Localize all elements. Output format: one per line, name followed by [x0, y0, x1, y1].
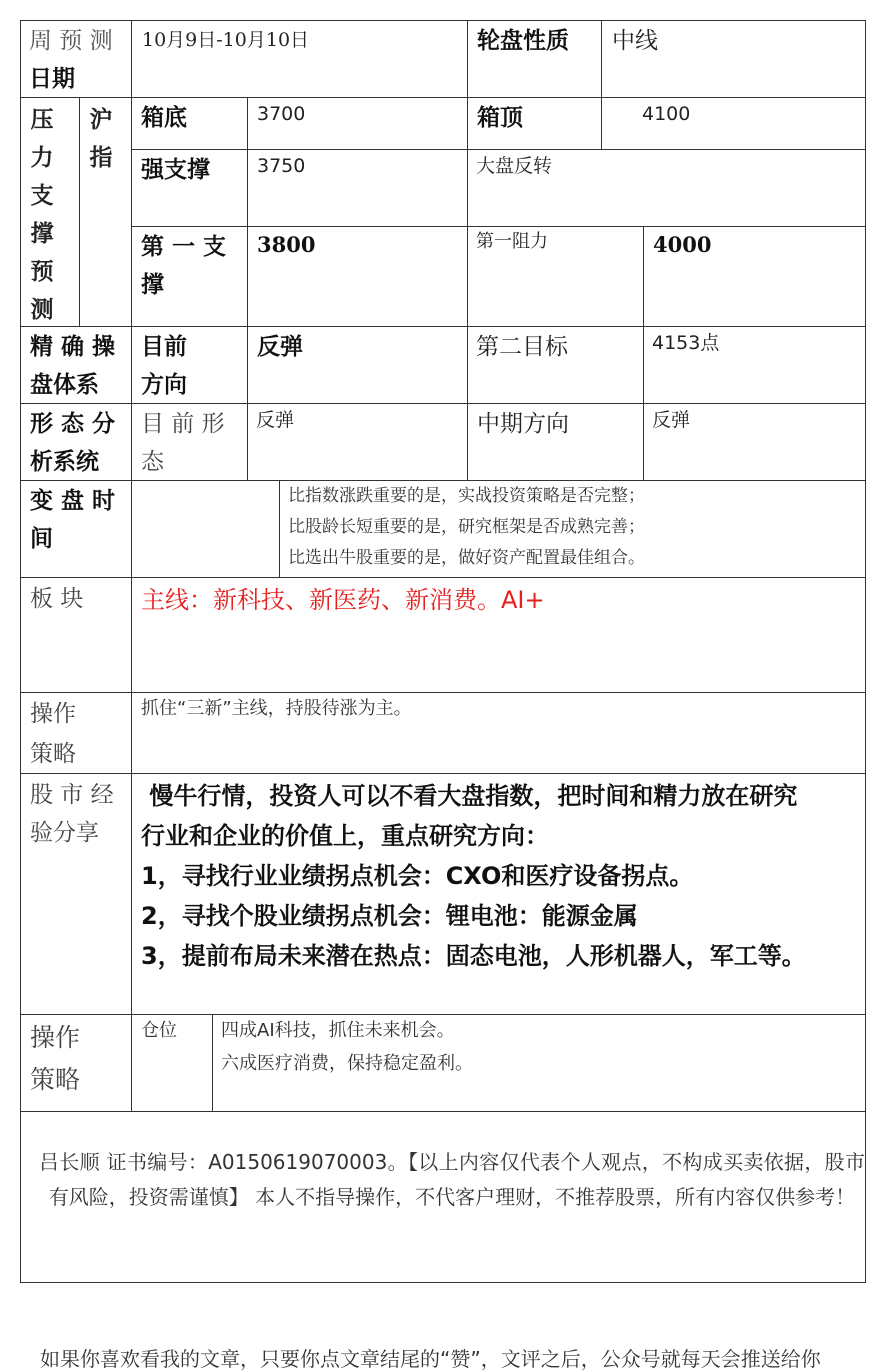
current-form-value-cell — [247, 403, 468, 481]
second-target-label-cell — [467, 326, 644, 404]
disclaimer-text: 吕长顺 证书编号：A0150619070003。【以上内容仅代表个人观点，不构成买卖依据，股市有风险，投资需谨慎】 本人不指导操作，不代客户理财，不推荐股票，所有内容仅供参考！ — [39, 1150, 865, 1209]
strong-support-value-cell — [247, 149, 468, 227]
first-support-label-cont: 撑 — [141, 272, 164, 298]
index-label: 沪 指 — [89, 107, 113, 171]
box-bottom-value-cell — [247, 97, 468, 150]
first-support-label-cell — [131, 226, 248, 327]
change-principles-cell — [279, 480, 866, 578]
strategy2-label-cont: 策略 — [30, 1065, 81, 1094]
box-top-label-cell — [467, 97, 602, 150]
direction-value: 反弹 — [257, 334, 303, 360]
market-reversal-cell — [467, 149, 866, 227]
change-time-value-cell — [131, 480, 280, 578]
experience-label-cell — [20, 773, 132, 1015]
current-form-value: 反弹 — [256, 409, 295, 431]
precise-label: 精 确 操 — [30, 334, 116, 360]
sector-label-cell — [20, 577, 132, 693]
experience-line: 2，寻找个股业绩拐点机会：锂电池：能源金属 — [141, 902, 638, 930]
box-bottom-label: 箱底 — [141, 105, 187, 131]
strategy-value: 抓住“三新”主线，持股待涨为主。 — [141, 698, 412, 719]
strong-support-label: 强支撑 — [141, 157, 210, 183]
first-support-value-cell — [247, 226, 468, 327]
precise-label-cell — [20, 326, 132, 404]
first-resistance-value: 4000 — [653, 232, 712, 257]
box-bottom-value: 3700 — [257, 103, 306, 125]
change-time-label-cont: 间 — [30, 526, 53, 552]
experience-line: 慢牛行情，投资人可以不看大盘指数，把时间和精力放在研究 — [141, 782, 798, 810]
current-form-label-cell — [131, 403, 248, 481]
date-value-cell — [131, 20, 468, 98]
direction-label-cell — [131, 326, 248, 404]
date-label: 日期 — [29, 66, 75, 92]
second-target-value: 4153点 — [652, 332, 720, 354]
sector-value-cell — [131, 577, 866, 693]
experience-content-cell — [131, 773, 866, 1015]
pressure-label: 压 力 支 撑 预 测 — [30, 107, 54, 323]
strategy-value-cell — [131, 692, 866, 774]
week-label: 周 预 测 — [29, 28, 113, 54]
mid-direction-label-cell — [467, 403, 644, 481]
strategy2-label-cell — [20, 1014, 132, 1112]
experience-label-cont: 验分享 — [30, 820, 99, 846]
nature-value: 中线 — [612, 28, 658, 54]
box-bottom-label-cell — [131, 97, 248, 150]
mid-direction-value-cell — [643, 403, 866, 481]
date-value: 10月9日-10月10日 — [142, 29, 310, 51]
follow-prompt: 如果你喜欢看我的文章，只要你点文章结尾的“赞”，文评之后，公众号就每天会推送给你 — [40, 1347, 821, 1371]
first-support-label: 第 一 支 — [141, 234, 227, 260]
week-date-label-cell — [20, 20, 132, 98]
nature-label: 轮盘性质 — [477, 28, 569, 54]
change-time-label-cell — [20, 480, 132, 578]
position-line: 六成医疗消费，保持稳定盈利。 — [221, 1053, 473, 1074]
mid-direction-label: 中期方向 — [477, 411, 569, 437]
sector-label: 板 块 — [30, 586, 84, 612]
strategy2-label: 操作 — [30, 1023, 81, 1052]
position-label-cell — [131, 1014, 213, 1112]
position-line: 四成AI科技，抓住未来机会。 — [221, 1020, 455, 1041]
second-target-value-cell — [643, 326, 866, 404]
first-resistance-label-cell — [467, 226, 644, 327]
strong-support-label-cell — [131, 149, 248, 227]
box-top-label: 箱顶 — [477, 105, 523, 131]
first-resistance-label: 第一阻力 — [476, 231, 548, 252]
sector-value: 主线：新科技、新医药、新消费。AI+ — [141, 586, 545, 614]
current-form-label-cont: 态 — [141, 449, 164, 475]
market-reversal-note: 大盘反转 — [476, 155, 553, 177]
experience-line: 1，寻找行业业绩拐点机会：CXO和医疗设备拐点。 — [141, 862, 694, 890]
pattern-label-cont: 析系统 — [30, 449, 99, 475]
direction-label: 目前 — [141, 334, 187, 360]
disclaimer-cell — [20, 1111, 866, 1283]
position-content-cell — [212, 1014, 866, 1112]
precise-label-cont: 盘体系 — [30, 372, 99, 398]
first-support-value: 3800 — [257, 232, 316, 257]
current-form-label: 目 前 形 — [141, 411, 225, 437]
principle-line: 比股龄长短重要的是，研究框架是否成熟完善； — [288, 517, 645, 537]
first-resistance-value-cell — [643, 226, 866, 327]
nature-value-cell — [601, 20, 866, 98]
principle-line: 比指数涨跌重要的是，实战投资策略是否完整； — [288, 486, 645, 506]
box-top-value-cell — [601, 97, 866, 150]
strategy-label-cont: 策略 — [30, 741, 76, 767]
experience-line: 行业和企业的价值上，重点研究方向： — [141, 822, 549, 850]
change-time-label: 变 盘 时 — [30, 488, 116, 514]
strategy-label: 操作 — [30, 701, 76, 727]
direction-label-cont: 方向 — [141, 372, 187, 398]
position-label: 仓位 — [141, 1020, 177, 1041]
experience-line: 3，提前布局未来潜在热点：固态电池，人形机器人，军工等。 — [141, 942, 806, 970]
pattern-label-cell — [20, 403, 132, 481]
box-top-value: 4100 — [642, 103, 691, 125]
nature-label-cell — [467, 20, 602, 98]
strong-support-value: 3750 — [257, 155, 306, 177]
experience-label: 股 市 经 — [30, 782, 114, 808]
mid-direction-value: 反弹 — [652, 409, 691, 431]
strategy-label-cell — [20, 692, 132, 774]
second-target-label: 第二目标 — [476, 334, 568, 360]
direction-value-cell — [247, 326, 468, 404]
index-label-cell — [79, 97, 132, 327]
pressure-label-cell — [20, 97, 80, 327]
pattern-label: 形 态 分 — [30, 411, 116, 437]
principle-line: 比选出牛股重要的是，做好资产配置最佳组合。 — [288, 548, 645, 568]
